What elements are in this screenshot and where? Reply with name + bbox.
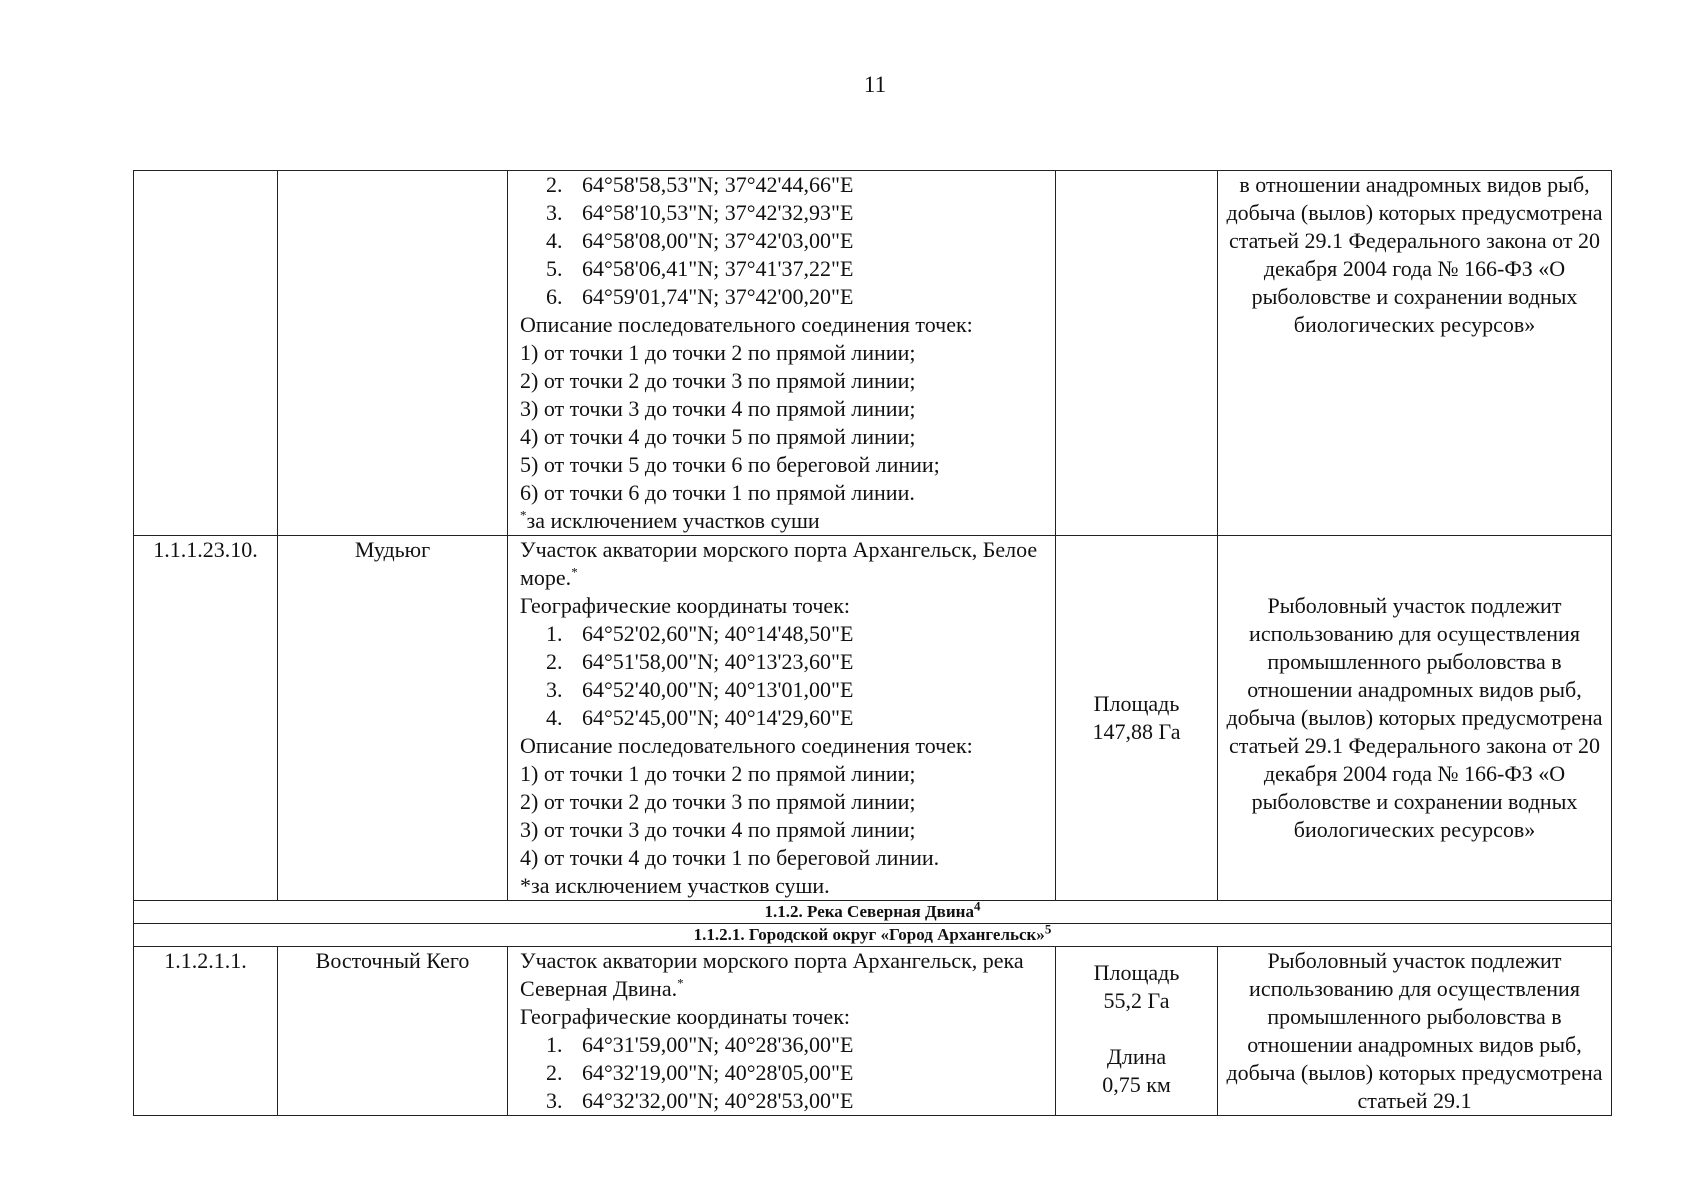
page-number: 11: [863, 72, 887, 97]
site-description: Участок акватории морского порта Архангельск, река Северная Двина.*: [520, 948, 1024, 1001]
connection-item: 4) от точки 4 до точки 5 по прямой линии;: [520, 424, 916, 449]
site-description: Участок акватории морского порта Архангельск, Белое море.*: [520, 537, 1038, 590]
length-value: 0,75 км: [1102, 1072, 1171, 1097]
coordinate-item: 3. 64°58'10,53"N; 37°42'32,93"E: [546, 200, 854, 225]
coordinate-item: 2. 64°32'19,00"N; 40°28'05,00"E: [546, 1060, 854, 1085]
table-row: [134, 171, 1612, 536]
connection-item: 2) от точки 2 до точки 3 по прямой линии;: [520, 368, 916, 393]
table-row: [134, 536, 1612, 901]
coordinate-list: [520, 1031, 1051, 1115]
coordinate-item: 3. 64°52'40,00"N; 40°13'01,00"E: [546, 677, 854, 702]
connection-item: 5) от точки 5 до точки 6 по береговой линии;: [520, 452, 940, 477]
connection-item: 6) от точки 6 до точки 1 по прямой линии.: [520, 480, 915, 505]
section-heading: 1.1.2.1. Городской округ «Город Архангельск»$^5$: [134, 924, 1612, 947]
connection-item: 2) от точки 2 до точки 3 по прямой линии;: [520, 789, 916, 814]
coordinate-item: 5. 64°58'06,41"N; 37°41'37,22"E: [546, 256, 854, 281]
connection-item: 1) от точки 1 до точки 2 по прямой линии;: [520, 761, 916, 786]
row-number-cell: 1.1.2.1.1.: [134, 947, 278, 1116]
coordinate-item: 2. 64°51'58,00"N; 40°13'23,60"E: [546, 649, 854, 674]
row-size-cell: [1056, 536, 1218, 901]
coordinate-item: 1. 64°52'02,60"N; 40°14'48,50"E: [546, 621, 854, 646]
table-row: [134, 947, 1612, 1116]
exception-note: *за исключением участков суши.: [520, 873, 830, 898]
row-number-cell: [134, 171, 278, 536]
section-heading-row: [134, 901, 1612, 924]
row-note-cell: Рыболовный участок подлежит использованию для осуществления промышленного рыболовства в отношении анадромных видов рыб, добыча (вылов) которых предусмотрена статьей 29.1 Федерального закона от 20 декабря 2004 года № 166-ФЗ «О рыболовстве и сохранении водных биологических ресурсов»: [1218, 536, 1612, 901]
coordinates-title: Географические координаты точек:: [520, 593, 850, 618]
row-size-cell: [1056, 947, 1218, 1116]
connection-title: Описание последовательного соединения точек:: [520, 312, 973, 337]
coordinate-item: 4. 64°52'45,00"N; 40°14'29,60"E: [546, 705, 854, 730]
coordinate-list: [520, 620, 1051, 732]
row-note-cell: в отношении анадромных видов рыб, добыча (вылов) которых предусмотрена статьей 29.1 Федерального закона от 20 декабря 2004 года № 166-ФЗ «О рыболовстве и сохранении водных биологических ресурсов»: [1218, 171, 1612, 536]
area-label: Площадь: [1093, 691, 1180, 716]
row-description-cell: [508, 171, 1056, 536]
section-heading: 1.1.2. Река Северная Двина$^4$: [134, 901, 1612, 924]
area-value: 55,2 Га: [1103, 988, 1170, 1013]
row-name-cell: [278, 171, 508, 536]
coordinate-item: 3. 64°32'32,00"N; 40°28'53,00"E: [546, 1088, 854, 1113]
coordinate-list: [520, 171, 1051, 311]
connection-title: Описание последовательного соединения точек:: [520, 733, 973, 758]
section-heading-row: [134, 924, 1612, 947]
row-name-cell: Восточный Кего: [278, 947, 508, 1116]
row-description-cell: [508, 536, 1056, 901]
connection-item: 3) от точки 3 до точки 4 по прямой линии;: [520, 817, 916, 842]
coordinates-title: Географические координаты точек:: [520, 1004, 850, 1029]
row-name-cell: Мудьюг: [278, 536, 508, 901]
length-label: Длина: [1106, 1044, 1167, 1069]
area-value: 147,88 Га: [1092, 719, 1181, 744]
coordinate-item: 1. 64°31'59,00"N; 40°28'36,00"E: [546, 1032, 854, 1057]
row-number-cell: 1.1.1.23.10.: [134, 536, 278, 901]
coordinate-item: 2. 64°58'58,53"N; 37°42'44,66"E: [546, 172, 854, 197]
connection-list: [520, 339, 1051, 507]
coordinate-item: 4. 64°58'08,00"N; 37°42'03,00"E: [546, 228, 854, 253]
spacer: [1060, 1015, 1213, 1043]
exception-note: *за исключением участков суши: [520, 507, 820, 533]
connection-list: [520, 760, 1051, 872]
row-size-cell: [1056, 171, 1218, 536]
area-label: Площадь: [1093, 960, 1180, 985]
coordinate-item: 6. 64°59'01,74"N; 37°42'00,20"E: [546, 284, 854, 309]
connection-item: 1) от точки 1 до точки 2 по прямой линии;: [520, 340, 916, 365]
row-note-cell: Рыболовный участок подлежит использованию для осуществления промышленного рыболовства в отношении анадромных видов рыб, добыча (вылов) которых предусмотрена статьей 29.1: [1218, 947, 1612, 1116]
connection-item: 3) от точки 3 до точки 4 по прямой линии;: [520, 396, 916, 421]
connection-item: 4) от точки 4 до точки 1 по береговой линии.: [520, 845, 940, 870]
fishing-sites-table: [133, 170, 1612, 1116]
row-description-cell: [508, 947, 1056, 1116]
